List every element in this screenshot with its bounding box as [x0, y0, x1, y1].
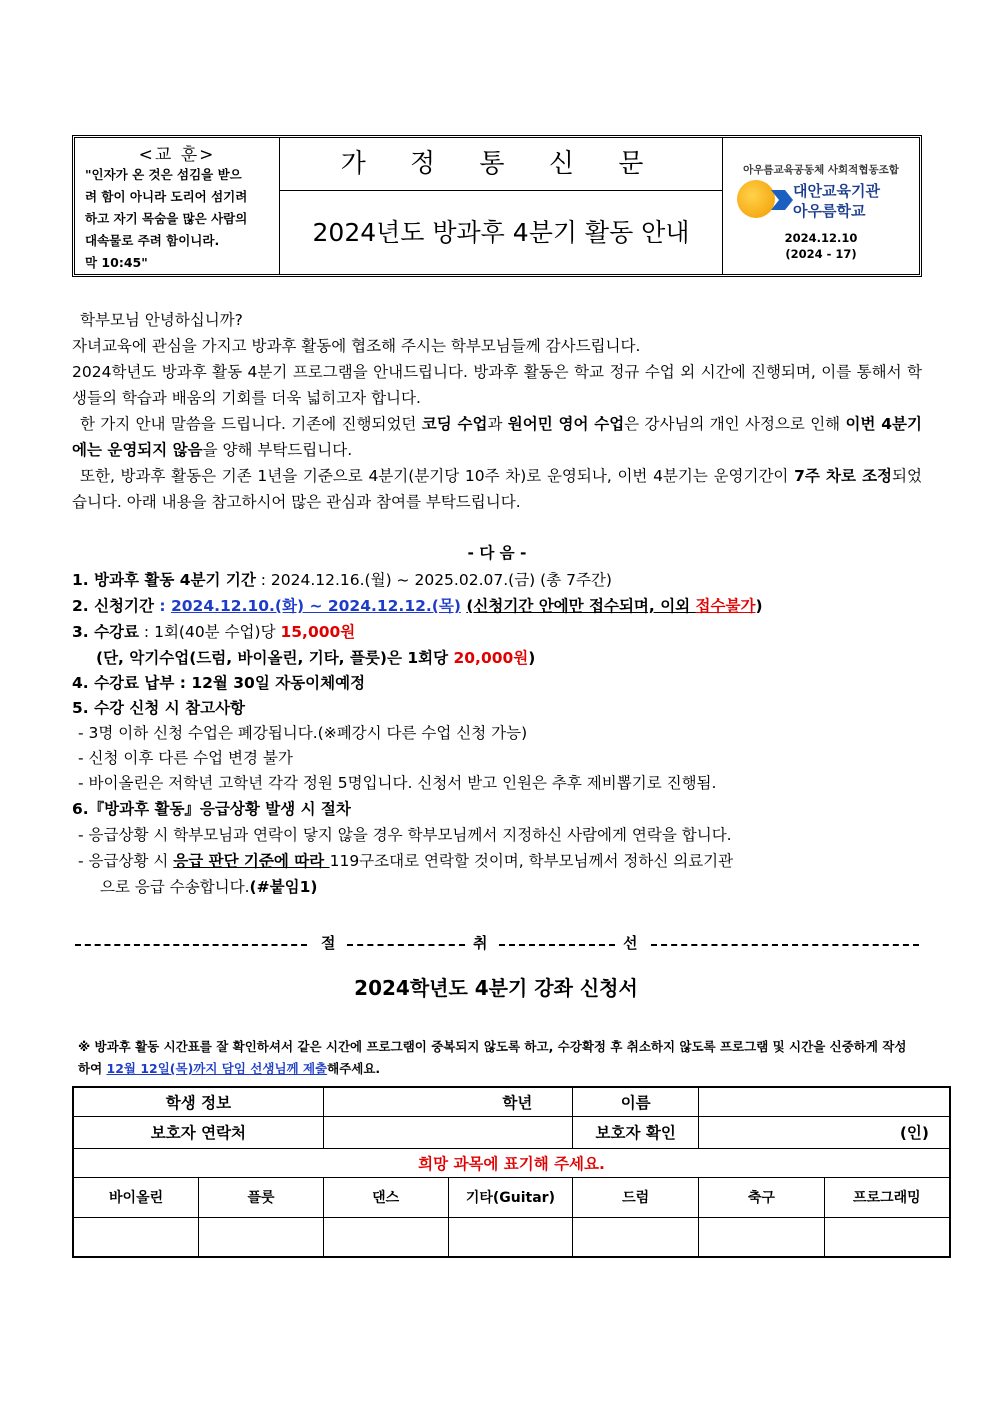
table-row: [73, 1087, 950, 1116]
guardian-contact-label: 보호자 연락처: [73, 1116, 323, 1148]
date-text: 2024.12.10: [784, 231, 858, 245]
subject-drum: 드럼: [573, 1177, 699, 1217]
item-value: : 1회(40분 수업)당: [139, 623, 281, 641]
schedule-paragraph: [72, 463, 922, 515]
table-row: [73, 1148, 950, 1177]
check-soccer[interactable]: [699, 1217, 825, 1257]
notice-heading: - 다 음 -: [467, 544, 527, 562]
intro-paragraph: 2024학년도 방과후 활동 4분기 프로그램을 안내드립니다. 방과후 활동은 학교 정규 수업 외 시간에 진행되며, 이를 통해서 학생들의 학습과 배움의 기회를 더욱 넓히고자 합니다.: [72, 363, 922, 407]
guardian-contact-field[interactable]: [323, 1116, 572, 1148]
item-sep: :: [153, 597, 171, 615]
org-name: 아우름교육공동체 사회적협동조합: [743, 164, 899, 176]
item-label: 1. 방과후 활동 4분기 기간: [72, 571, 256, 589]
issue-number: (2024 - 17): [785, 247, 857, 261]
form-title: 2024학년도 4분기 강좌 신청서: [354, 976, 638, 1000]
english-class: 원어민 영어 수업: [507, 415, 625, 433]
emergency-line: - 응급상황 시 학부모님과 연락이 닿지 않을 경우 학부모님께서 지정하신 사람에게 연락을 합니다.: [78, 826, 732, 844]
emergency-line: [72, 875, 950, 899]
school-logo-block: [723, 138, 919, 274]
motto-line: 대속물로 주려 함이니라.: [85, 233, 220, 248]
item-fee-instrument: [72, 646, 946, 670]
subject-flute: 플룻: [199, 1177, 324, 1217]
subject-programming: 프로그래밍: [824, 1177, 950, 1217]
item-value: : 2024.12.16.(월) ~ 2025.02.07.(금) (총 7주간): [255, 571, 612, 589]
coding-class: 코딩 수업: [421, 415, 488, 433]
text-span: ): [755, 597, 763, 615]
attachment-ref: (#붙임1): [249, 878, 318, 896]
motto-line: 려 함이 아니라 도리어 섬기려: [85, 189, 248, 204]
text-span: 또한, 방과후 활동은 기존 1년을 기준으로 4분기(분기당 10주 차)로 운영되나, 이번 4분기는 운영기간이: [80, 467, 795, 485]
dash-segment: [651, 944, 919, 946]
text-span: ※ 방과후 활동 시간표를 잘 확인하셔서 같은 시간에 프로그램이 중복되지 않도록 하고, 수강확정 후 취소하지 않도록 프로그램 및 시간을 신중하게 작성하여: [78, 1039, 907, 1076]
check-violin[interactable]: [73, 1217, 199, 1257]
fee-price: 15,000원: [280, 623, 356, 641]
text-span: 은 강사님의 개인 사정으로 인해: [624, 415, 846, 433]
grade-text: 학년: [502, 1093, 533, 1112]
guardian-confirm-label: 보호자 확인: [573, 1116, 699, 1148]
text-span: 한 가지 안내 말씀을 드립니다. 기존에 진행되었던: [80, 415, 422, 433]
name-field[interactable]: [699, 1087, 950, 1116]
table-row: [73, 1177, 950, 1217]
check-drum[interactable]: [573, 1217, 699, 1257]
table-row: [73, 1116, 950, 1148]
arrow-logo-icon: [771, 186, 793, 214]
item-payment: 4. 수강료 납부 : 12월 30일 자동이체예정: [72, 674, 366, 692]
issue-date: [723, 230, 919, 262]
cut-label: 취: [473, 934, 488, 952]
check-guitar[interactable]: [448, 1217, 573, 1257]
cut-line: [75, 932, 920, 956]
motto-line: 막 10:45": [85, 255, 148, 270]
form-note: [78, 1036, 918, 1080]
notice-paragraph: [72, 411, 922, 463]
item-fee: [72, 620, 922, 644]
dash-segment: [75, 944, 307, 946]
intro-paragraph: 자녀교육에 관심을 가지고 방과후 활동에 협조해 주시는 학부모님들께 감사드립니다.: [72, 337, 641, 355]
sun-logo-icon: [737, 180, 775, 218]
subject-dance: 댄스: [323, 1177, 448, 1217]
instrument-price: 20,000원: [453, 649, 529, 667]
application-table: [72, 1086, 951, 1258]
motto-title: <교 훈>: [138, 145, 216, 165]
apply-dates: 2024.12.10.(화) ~ 2024.12.12.(목): [170, 597, 461, 615]
text-span: 119구조대로 연락할 것이며, 학부모님께서 정하신 의료기관: [329, 852, 734, 870]
emergency-line: [72, 849, 928, 873]
subject-guitar: 기타(Guitar): [448, 1177, 573, 1217]
motto-line: "인자가 온 것은 섬김을 받으: [85, 167, 242, 182]
grade-label: [323, 1087, 572, 1116]
check-flute[interactable]: [199, 1217, 324, 1257]
item-reference: 5. 수강 신청 시 참고사항: [72, 699, 246, 717]
header-title-block: [280, 138, 723, 274]
intro-text: [72, 307, 922, 515]
student-info-label: 학생 정보: [73, 1087, 323, 1116]
school-motto: [75, 138, 280, 274]
item-emergency: 6.『방과후 활동』응급상황 발생 시 절차: [72, 800, 351, 818]
cut-label: 절: [321, 934, 336, 952]
page-subtitle: 2024년도 방과후 4분기 활동 안내: [312, 218, 690, 247]
item-label: 3. 수강료: [72, 623, 139, 641]
apply-note: (신청기간 안에만 접수되며, 이외: [466, 597, 696, 615]
greeting: 학부모님 안녕하십니까?: [80, 311, 243, 329]
dash-segment: [347, 944, 465, 946]
item-apply-period: [72, 594, 922, 618]
reference-line: - 바이올린은 저학년 고학년 각각 정원 5명입니다. 신청서 받고 인원은 추후 제비뽑기로 진행됨.: [78, 774, 717, 792]
guardian-seal-field[interactable]: [699, 1116, 950, 1148]
cut-label: 선: [623, 934, 638, 952]
reference-line: - 3명 이하 신청 수업은 폐강됩니다.(※폐강시 다른 수업 신청 가능): [78, 724, 528, 742]
item-label: 2. 신청기간: [72, 597, 154, 615]
logo-text-2: 아우름학교: [793, 202, 866, 220]
text-span: (단, 악기수업(드럼, 바이올린, 기타, 플룻)은 1회당: [96, 649, 454, 667]
text-span: 을 양해 부탁드립니다.: [202, 441, 353, 459]
item-period: [72, 568, 922, 592]
deadline: 12월 12일(목)까지 담임 선생님께 제출: [106, 1061, 328, 1076]
motto-line: 하고 자기 목숨을 많은 사람의: [85, 211, 248, 226]
name-label: 이름: [573, 1087, 699, 1116]
subject-violin: 바이올린: [73, 1177, 199, 1217]
emergency-criteria: 응급 판단 기준에 따라: [173, 852, 330, 870]
motto-text: [85, 164, 275, 274]
check-programming[interactable]: [824, 1217, 950, 1257]
text-span: 과: [487, 415, 508, 433]
table-row: [73, 1217, 950, 1257]
subject-soccer: 축구: [699, 1177, 825, 1217]
dash-segment: [499, 944, 615, 946]
reference-line: - 신청 이후 다른 수업 변경 불가: [78, 749, 293, 767]
text-span: - 응급상황 시: [78, 852, 174, 870]
text-span: ): [528, 649, 536, 667]
seal-text: (인): [899, 1124, 929, 1142]
page-title: 가 정 통 신 문: [280, 138, 722, 191]
not-operated-notice: 이번 4분기에는 운영되지 않음: [72, 415, 922, 459]
week-adjust: 7주 차로 조정: [794, 467, 893, 485]
not-accepted: 접수불가: [695, 597, 756, 615]
check-dance[interactable]: [323, 1217, 448, 1257]
choose-instruction: 희망 과목에 표기해 주세요.: [73, 1148, 950, 1177]
logo-text-1: 대안교육기관: [793, 182, 880, 200]
text-span: 으로 응급 수송합니다.: [100, 878, 250, 896]
text-span: 해주세요.: [327, 1061, 381, 1076]
text-span: 되었습니다. 아래 내용을 참고하시어 많은 관심과 참여를 부탁드립니다.: [72, 467, 922, 511]
newsletter-header: [72, 135, 922, 277]
